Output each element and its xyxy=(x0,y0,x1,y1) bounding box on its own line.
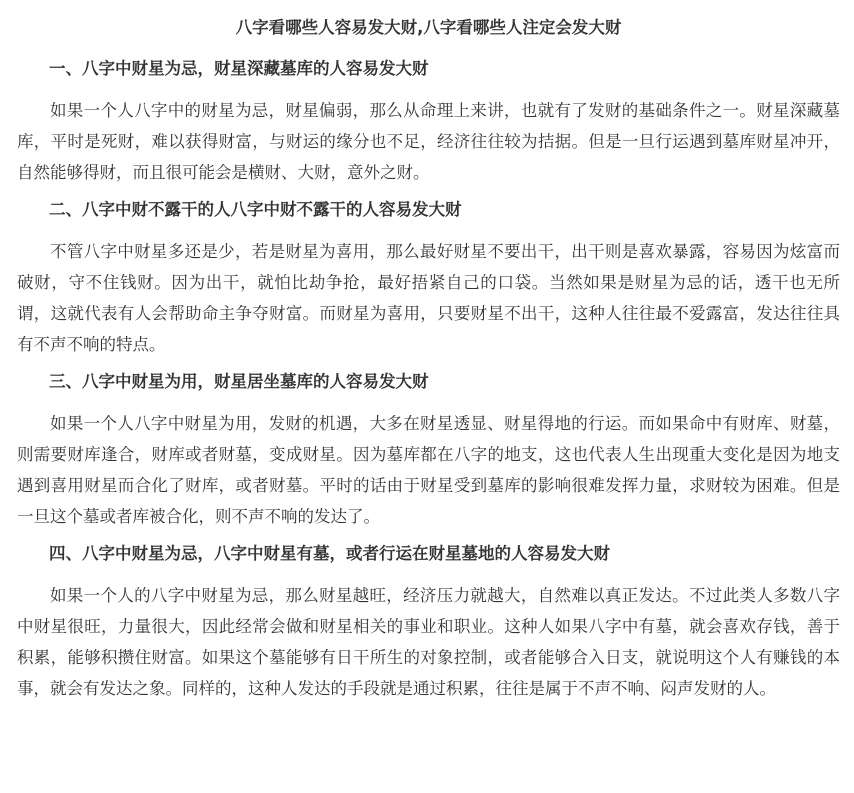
section-heading-2: 二、八字中财不露干的人八字中财不露干的人容易发大财 xyxy=(49,200,462,219)
section-paragraph-3: 如果一个人八字中财星为用，发财的机遇，大多在财星透显、财星得地的行运。而如果命中有财库、财墓，则需要财库逢合，财库或者财墓，变成财星。因为墓库都在八字的地支，这也代表人生出现重大变化是因为地支遇到喜用财星而合化了财库，或者财墓。平时的话由于财星受到墓库的影响很难发挥力量，求财较为困难。但是一旦这个墓或者库被合化，则不声不响的发达了。 xyxy=(17,414,840,526)
section-paragraph-1: 如果一个人八字中的财星为忌，财星偏弱，那么从命理上来讲，也就有了发财的基础条件之一。财星深藏墓库，平时是死财，难以获得财富，与财运的缘分也不足，经济往往较为拮据。但是一旦行运遇到墓库财星冲开，自然能够得财，而且很可能会是横财、大财，意外之财。 xyxy=(17,101,840,182)
section-heading-4: 四、八字中财星为忌，八字中财星有墓，或者行运在财星墓地的人容易发大财 xyxy=(49,544,610,563)
section-heading-3: 三、八字中财星为用，财星居坐墓库的人容易发大财 xyxy=(49,372,429,391)
article-title: 八字看哪些人容易发大财,八字看哪些人注定会发大财 xyxy=(235,18,622,37)
section-paragraph-2: 不管八字中财星多还是少，若是财星为喜用，那么最好财星不要出干，出干则是喜欢暴露，容易因为炫富而破财，守不住钱财。因为出干，就怕比劫争抢，最好捂紧自己的口袋。当然如果是财星为忌的话，透干也无所谓，这就代表有人会帮助命主争夺财富。而财星为喜用，只要财星不出干，这种人往往最不爱露富，发达往往具有不声不响的特点。 xyxy=(17,242,840,354)
section-paragraph-4: 如果一个人的八字中财星为忌，那么财星越旺，经济压力就越大，自然难以真正发达。不过此类人多数八字中财星很旺，力量很大，因此经常会做和财星相关的事业和职业。这种人如果八字中有墓，就会喜欢存钱，善于积累，能够积攒住财富。如果这个墓能够有日干所生的对象控制，或者能够合入日支，就说明这个人有赚钱的本事，就会有发达之象。同样的，这种人发达的手段就是通过积累，往往是属于不声不响、闷声发财的人。 xyxy=(17,586,840,698)
section-heading-1: 一、八字中财星为忌，财星深藏墓库的人容易发大财 xyxy=(49,59,429,78)
